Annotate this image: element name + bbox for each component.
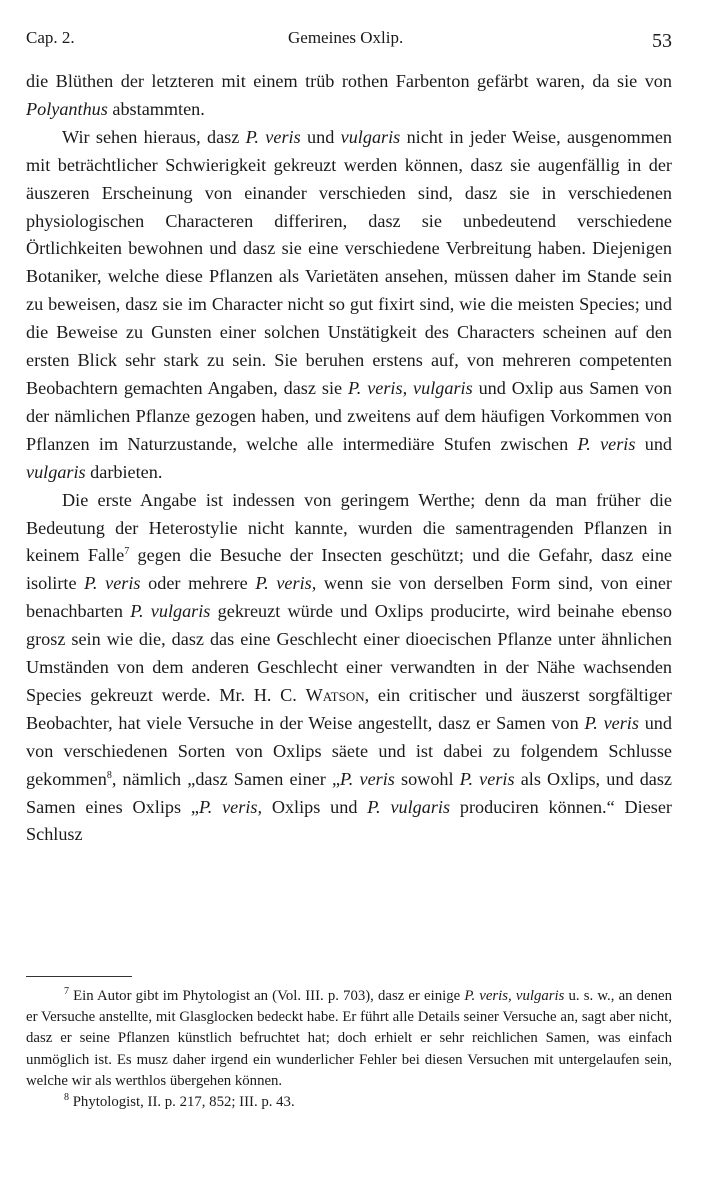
- text-run: Ein Autor gibt im Phytologist an (Vol. III. p. 703), dasz er einige: [69, 988, 465, 1004]
- italic-text: vulgaris: [26, 461, 86, 482]
- text-run: und: [300, 126, 341, 147]
- text-run: und von verschiedenen Sorten von Oxlips säete und ist dabei zu folgendem Schlusse gekommen: [26, 712, 672, 789]
- text-run: Wir sehen hieraus, dasz: [62, 126, 246, 147]
- italic-text: P. veris: [84, 573, 141, 594]
- text-run: Oxlips und: [262, 796, 368, 817]
- footnote: [26, 1092, 672, 1113]
- text-run: sowohl: [394, 768, 460, 789]
- text-run: produciren können.“ Dieser Schlusz: [26, 796, 672, 845]
- chapter-label: Cap. 2.: [26, 28, 75, 47]
- italic-text: P. veris,: [255, 573, 317, 594]
- italic-text: P. veris, vulgaris: [347, 377, 473, 398]
- text-run: Die erste Angabe ist indessen von geringem Werthe; denn da man früher die Bedeutung der Heterostylie nicht kannte, wurden die samentragenden Pflanzen in keinem Falle: [26, 489, 672, 566]
- paragraph: [26, 68, 672, 124]
- italic-text: P. veris: [584, 712, 639, 733]
- text-run: abstammten.: [107, 98, 205, 119]
- running-title: Gemeines Oxlip.: [288, 28, 404, 47]
- text-run: gegen die Besuche der Insecten geschützt; und die Gefahr, dasz eine isolirte: [26, 545, 672, 594]
- paragraph: [26, 124, 672, 487]
- footnote-marker: 8: [64, 1092, 69, 1104]
- paragraph: [26, 487, 672, 850]
- text-run: die Blüthen der letzteren mit einem trüb rothen Farbenton gefärbt waren, da sie von: [26, 71, 672, 91]
- text-run: wenn sie von derselben Form sind, von einer benachbarten: [26, 573, 672, 622]
- italic-text: P. veris: [577, 433, 636, 454]
- footnote-marker: 7: [64, 986, 69, 998]
- text-run: gekreuzt würde und Oxlips producirte, wird beinahe ebenso grosz sein wie die, dasz das eine Geschlecht einer dioecischen Pflanze unter ähnlichen Umständen von dem anderen Geschlecht einer verwandten in der Nähe wachsenden Species gekreuzt werde. Mr. H. C.: [26, 601, 672, 705]
- text-run: oder mehrere: [140, 573, 256, 594]
- text-run: darbieten.: [85, 461, 163, 482]
- text-run: , ein critischer und äuszerst sorgfältiger Beobachter, hat viele Versuche in der Weise angestellt, dasz er Samen von: [26, 684, 672, 733]
- small-caps-name: Watson: [305, 684, 365, 705]
- footnote: [26, 986, 672, 1092]
- italic-text: P. veris: [340, 768, 395, 789]
- italic-text: P. vulgaris: [367, 796, 451, 817]
- text-run: und: [635, 433, 673, 454]
- footnote-separator: [26, 976, 132, 977]
- italic-text: P. veris: [459, 768, 515, 789]
- italic-text: P. veris: [245, 126, 301, 147]
- body-text: [26, 68, 672, 849]
- italic-text: Polyanthus: [26, 98, 108, 119]
- italic-text: P. vulgaris: [130, 601, 211, 622]
- running-header: [26, 28, 672, 58]
- italic-text: P. veris, vulgaris: [464, 988, 565, 1004]
- page-number: 53: [652, 30, 672, 52]
- italic-text: vulgaris: [340, 126, 401, 147]
- footnote-marker: 8: [106, 769, 112, 781]
- text-run: als Oxlips, und dasz Samen eines Oxlips „: [26, 768, 673, 817]
- footnotes: [26, 986, 672, 1113]
- footnote-marker: 7: [124, 546, 130, 558]
- text-run: und Oxlip aus Samen von der nämlichen Pflanze gezogen haben, und zweitens auf dem häufigen Vorkommen von Pflanzen im Naturzustande, welche alle intermediäre Stufen zwischen: [26, 377, 672, 454]
- text-run: Phytologist, II. p. 217, 852; III. p. 43.: [69, 1094, 295, 1111]
- text-run: nicht in jeder Weise, ausgenommen mit beträchtlicher Schwierigkeit gekreuzt werden können, dasz sie augenfällig in der äuszeren Erscheinung von einander verschieden sind, dasz sie in verschiedenen physiologischen Characteren differiren, dasz sie unbedeutend verschiedene Örtlichkeiten bewohnen und dasz sie eine verschiedene Verbreitung haben. Diejenigen Botaniker, welche diese Pflanzen als Varietäten ansehen, müssen daher im Stande sein zu beweisen, dasz sie im Character nicht so gut fixirt sind, wie die meisten Species; und die Beweise zu Gunsten einer solchen Unstätigkeit des Characters scheinen auf den ersten Blick sehr stark zu sein. Sie beruhen erstens auf, von mehreren competenten Beobachtern gemachten Angaben, dasz sie: [26, 126, 673, 398]
- text-run: u. s. w., an denen er Versuche anstellte, mit Glasglocken bedeckt habe. Er führt alle Details seiner Versuche an, sagt aber nicht, dasz er seine Pflanzen künstlich befruchtet hat; doch erhielt er sehr reichlichen Samen, was einfach unmöglich ist. Es musz daher irgend ein wunderlicher Fehler bei diesen Versuchen mit untergelaufen sein, welche wir als werthlos übergehen können.: [26, 988, 673, 1089]
- italic-text: P. veris,: [198, 796, 262, 817]
- text-run: , nämlich „dasz Samen einer „: [111, 768, 341, 789]
